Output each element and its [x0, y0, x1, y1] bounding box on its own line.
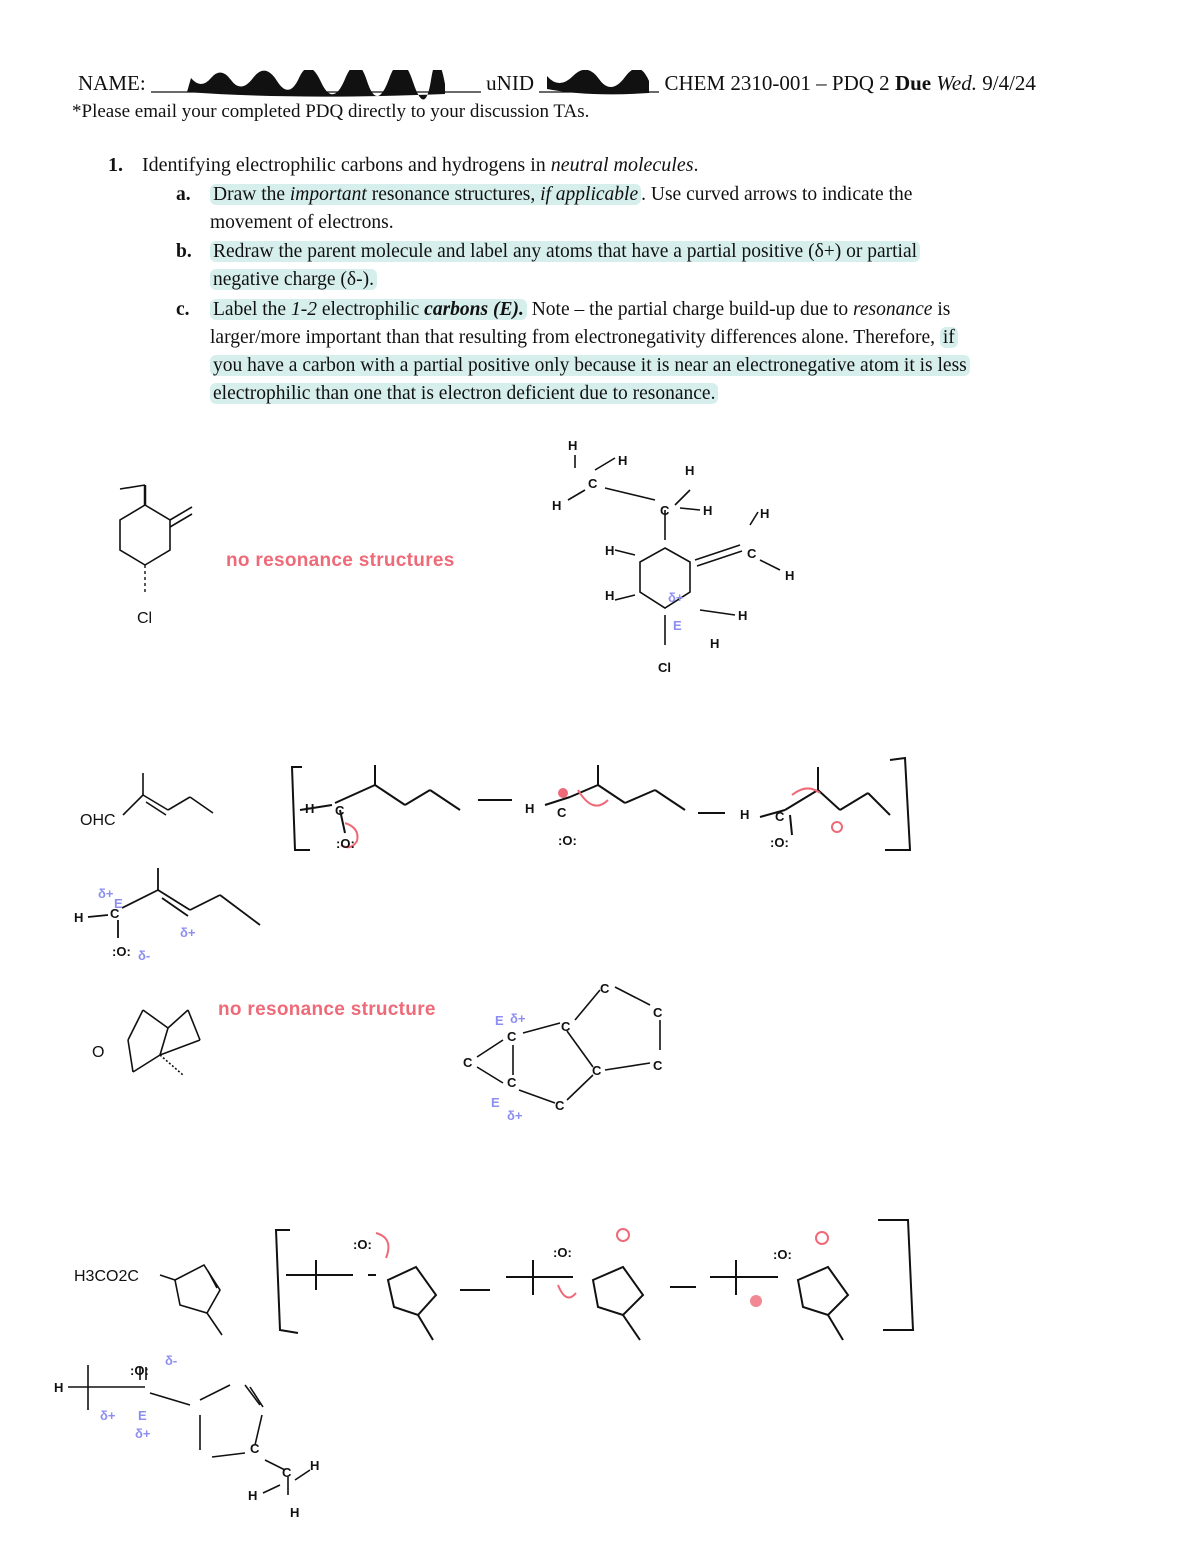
- cl-handwritten: Cl: [658, 660, 671, 675]
- header-line: [78, 70, 1036, 100]
- h-atom: H: [703, 503, 713, 518]
- item-a-t4: movement of electrons.: [210, 212, 394, 233]
- item-c-text: [210, 296, 1130, 408]
- delta-minus-label: δ-: [138, 948, 151, 963]
- annotation-no-resonance-1: no resonance structures: [226, 550, 455, 571]
- h-atom: H: [738, 608, 748, 623]
- delta-minus-label: δ-: [165, 1353, 178, 1368]
- h-atom: H: [605, 588, 615, 603]
- h-atom: H: [310, 1458, 320, 1473]
- item-a-t2: resonance structures,: [371, 184, 536, 205]
- epoxide-o-label: O: [92, 1044, 105, 1061]
- o-atom: :O:: [553, 1245, 572, 1260]
- c-atom: C: [507, 1075, 517, 1090]
- course-title: CHEM 2310-001 – PDQ 2: [664, 70, 890, 95]
- molecule-4-labeled: [50, 1345, 330, 1530]
- resonance-set-4: [268, 1215, 918, 1345]
- item-b-t2: negative charge (δ-).: [210, 269, 377, 290]
- resonance-set-2: [280, 755, 920, 865]
- email-note: *Please email your completed PDQ directly to your discussion TAs.: [72, 101, 590, 122]
- item-c-em3: resonance: [853, 299, 933, 320]
- delta-plus-label: δ+: [100, 1408, 116, 1423]
- item-c-t6: if: [940, 327, 958, 348]
- name-label: NAME:: [78, 70, 146, 95]
- item-b: [176, 238, 1136, 298]
- h-atom: H: [552, 498, 562, 513]
- item-c-t4: is: [937, 299, 951, 320]
- o-atom: :O:: [336, 836, 355, 851]
- c-atom: C: [335, 803, 345, 818]
- c-atom: C: [600, 981, 610, 996]
- c-atom: C: [561, 1019, 571, 1034]
- h-atom: H: [290, 1505, 300, 1520]
- question-1: [108, 154, 699, 177]
- due-label: Due: [894, 70, 932, 95]
- h-atom: H: [74, 910, 84, 925]
- unid-field-redacted: [539, 71, 664, 95]
- item-a-highlight: [210, 184, 641, 205]
- question-text-start: Identifying electrophilic carbons and hydrogens in: [142, 154, 546, 176]
- molecule-1-printed: [100, 475, 210, 635]
- item-c-t2: electrophilic: [321, 299, 420, 320]
- question-text-em: neutral molecules: [550, 154, 694, 176]
- c-atom: C: [653, 1005, 663, 1020]
- o-atom: :O:: [353, 1237, 372, 1252]
- c-atom: C: [588, 476, 598, 491]
- c-atom: C: [110, 906, 120, 921]
- redaction-scribble-unid: [539, 70, 659, 100]
- molecule-4-printed: [72, 1245, 242, 1345]
- electrophile-label: E: [114, 896, 123, 911]
- item-b-t1: Redraw the parent molecule and label any atoms that have a partial positive (δ+) or partial: [210, 241, 920, 262]
- h-atom: H: [248, 1488, 258, 1503]
- o-atom: :O:: [558, 833, 577, 848]
- item-a-label: a.: [176, 184, 191, 205]
- c-atom: C: [507, 1029, 517, 1044]
- item-c-t5: larger/more important than that resulting from electronegativity differences alone. Therefore,: [210, 327, 936, 348]
- c-atom: C: [282, 1465, 292, 1480]
- item-c-t7: you have a carbon with a partial positive only because it is near an electronegative atom it is less: [210, 355, 970, 376]
- question-number: 1.: [108, 154, 123, 176]
- c-atom: C: [557, 805, 567, 820]
- electrophile-label: E: [491, 1095, 500, 1110]
- o-atom: :O:: [112, 944, 131, 959]
- molecule-3-handwritten: [455, 975, 685, 1130]
- item-a-text: [210, 181, 1130, 237]
- delta-plus-label: δ+: [668, 590, 684, 605]
- item-a: [176, 181, 1136, 241]
- cl-label: Cl: [137, 610, 153, 627]
- item-c-label: c.: [176, 299, 190, 320]
- delta-plus-label: δ+: [98, 886, 114, 901]
- due-date: 9/4/24: [982, 70, 1036, 95]
- h-atom: H: [568, 438, 578, 453]
- item-c-em2: carbons (E).: [424, 299, 524, 320]
- o-atom: :O:: [770, 835, 789, 850]
- name-field-redacted: [151, 71, 486, 95]
- h-atom: H: [54, 1380, 64, 1395]
- due-day: Wed.: [936, 70, 977, 95]
- c-atom: C: [747, 546, 757, 561]
- o-atom: C: [463, 1055, 473, 1070]
- item-c-em1: 1-2: [290, 299, 317, 320]
- c-atom: C: [653, 1058, 663, 1073]
- h3co2c-label: H3CO2C: [74, 1268, 139, 1285]
- item-b-label: b.: [176, 241, 192, 262]
- c-atom: C: [250, 1441, 260, 1456]
- electrophile-label: E: [495, 1013, 504, 1028]
- item-c-t8: electrophilic than one that is electron deficient due to resonance.: [210, 383, 718, 404]
- h-atom: H: [618, 453, 628, 468]
- electrophile-label: E: [138, 1408, 147, 1423]
- annotation-no-resonance-2: no resonance structure: [218, 999, 436, 1020]
- h-atom: H: [785, 568, 795, 583]
- delta-plus-label: δ+: [135, 1426, 151, 1441]
- unid-label: uNID: [486, 70, 534, 95]
- item-c-highlight: [210, 299, 527, 320]
- h-atom: H: [710, 636, 720, 651]
- molecule-2-labeled: [70, 860, 280, 970]
- item-a-t3: . Use curved arrows to indicate the: [641, 184, 913, 205]
- delta-plus-label: δ+: [510, 1011, 526, 1026]
- item-c: [176, 296, 1136, 408]
- item-b-text: [210, 238, 1130, 294]
- h-atom: H: [760, 506, 770, 521]
- item-c-t1: Label the: [213, 299, 287, 320]
- o-atom: :O:: [773, 1247, 792, 1262]
- c-atom: C: [592, 1063, 602, 1078]
- o-atom: :O:: [130, 1363, 149, 1378]
- h-atom: H: [605, 543, 615, 558]
- question-text-end: .: [693, 154, 699, 176]
- c-atom: C: [660, 503, 670, 518]
- item-a-em2: if applicable: [540, 184, 639, 205]
- redaction-scribble-name: [151, 70, 481, 100]
- molecule-3-printed: [88, 1000, 208, 1090]
- item-c-t3: Note – the partial charge build-up due to: [531, 299, 849, 320]
- delta-plus-label: δ+: [180, 925, 196, 940]
- h-atom: H: [685, 463, 695, 478]
- item-a-t1: Draw the: [213, 184, 286, 205]
- molecule-1-handwritten: [540, 430, 820, 680]
- c-atom: C: [555, 1098, 565, 1113]
- h-atom: H: [740, 807, 750, 822]
- h-atom: H: [525, 801, 535, 816]
- c-atom: C: [775, 809, 785, 824]
- delta-plus-label: δ+: [507, 1108, 523, 1123]
- molecule-2-printed: [78, 765, 228, 835]
- electrophile-label: E: [673, 618, 682, 633]
- ohc-label: OHC: [80, 812, 116, 829]
- item-a-em1: important: [289, 184, 367, 205]
- h-atom: H: [305, 801, 315, 816]
